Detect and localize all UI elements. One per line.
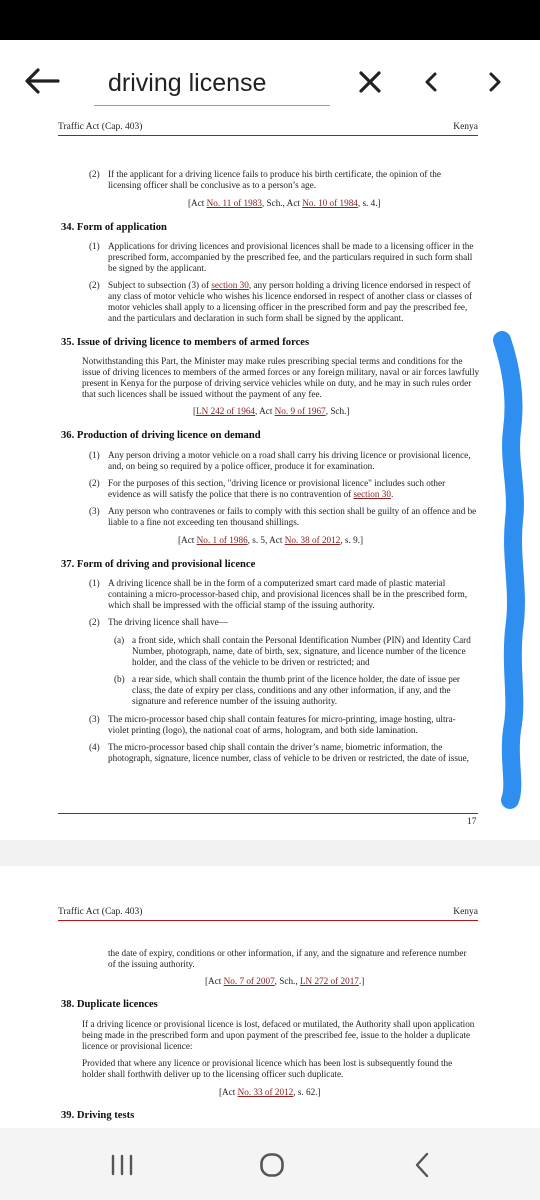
citation: [Act No. 11 of 1983, Sch., Act No. 10 of 1984, s. 4.] (188, 198, 381, 208)
status-bar (0, 0, 540, 40)
running-header (58, 122, 478, 136)
text-line: The driving licence shall have— (108, 617, 228, 627)
citation-link[interactable]: No. 7 of 2007 (223, 976, 275, 986)
text-line: licence or provisional licence: (82, 1041, 193, 1051)
text-line: that such licences shall be issued without the payment of any fee. (82, 389, 322, 399)
text-line: holder, and the class of the vehicle to be driven or restricted; and (132, 657, 370, 667)
text-line: Provided that where any licence or provisional licence which has been lost is subsequently found the (82, 1058, 453, 1068)
back-arrow-icon (24, 66, 60, 96)
text-line: prescribed form, accompanied by the prescribed fee, and the particulars required in such form shall (108, 252, 473, 262)
text-line: Subject to subsection (3) of section 30, any person holding a driving licence endorsed in respect of (108, 280, 471, 290)
page-number: 17 (467, 817, 477, 827)
text-line: Number, photograph, name, date of birth, sex, signature, and licence number of the licence (132, 646, 466, 656)
subsection-number: (1) (89, 578, 100, 588)
document-page-18 (0, 866, 540, 1128)
section-link[interactable]: section 30 (353, 489, 391, 499)
text-line: holder shall forthwith deliver up to the licensing officer such duplicate. (82, 1069, 344, 1079)
citation-link[interactable]: LN 242 of 1964 (196, 406, 256, 416)
text-line: class, the date of expiry per class, conditions and any other information, if any, and the (132, 685, 451, 695)
subsection-number: (2) (89, 478, 100, 488)
subsection-number: (4) (89, 742, 100, 752)
text-line: Any person driving a motor vehicle on a road shall carry his driving licence or provisional licence, (108, 450, 471, 460)
chevron-right-icon (488, 72, 502, 92)
text-line: a rear side, which shall contain the thumb print of the licence holder, the date of issue per (132, 674, 460, 684)
subsection-number: (2) (89, 617, 100, 627)
section-heading: 37. Form of driving and provisional licence (61, 559, 256, 570)
nav-back-icon (414, 1152, 430, 1178)
subsection-number: (3) (89, 714, 100, 724)
citation: [LN 242 of 1964, Act No. 9 of 1967, Sch.] (193, 406, 350, 416)
paragraph-letter: (b) (114, 674, 125, 684)
text-line: be signed by the applicant. (108, 263, 207, 273)
text-line: photograph, signature, licence number, class of vehicle to be driven or restricted, the date of issue, (108, 753, 469, 763)
paragraph-letter: (a) (114, 635, 125, 645)
header-country: Kenya (453, 122, 478, 132)
header-country: Kenya (453, 907, 478, 917)
section-heading: 38. Duplicate licences (61, 999, 158, 1010)
text-line: signature and reference number of the issuing authority. (132, 696, 338, 706)
text-line: motor vehicles shall apply to a licensing officer in the prescribed form and pay the prescribed fee, (108, 302, 468, 312)
subsection-number: (1) (89, 450, 100, 460)
previous-result-button[interactable] (424, 72, 438, 92)
header-title: Traffic Act (Cap. 403) (58, 122, 143, 132)
text-line: A driving licence shall be in the form of a computerized smart card made of plastic material (108, 578, 446, 588)
search-header (0, 40, 540, 122)
system-back-button[interactable] (414, 1152, 430, 1178)
subsection-number: (2) (89, 169, 100, 179)
clear-search-button[interactable] (358, 70, 382, 94)
text-line: liable to a fine not exceeding ten thousand shillings. (108, 517, 300, 527)
document-page-17 (0, 122, 540, 840)
citation-link[interactable]: No. 1 of 1986 (196, 535, 248, 545)
section-heading: 35. Issue of driving licence to members of armed forces (61, 337, 310, 348)
citation-link[interactable]: No. 9 of 1967 (274, 406, 326, 416)
text-line: violet printing (logo), the national coat of arms, hologram, and both side lamination. (108, 725, 418, 735)
text-line: and, on being so required by a police officer, produce it for examination. (108, 461, 375, 471)
text-line: Notwithstanding this Part, the Minister may make rules prescribing special terms and conditions for the (82, 356, 463, 366)
text-line: which shall be impressed with the official stamp of the issuing authority. (108, 600, 375, 610)
citation-link[interactable]: No. 38 of 2012 (284, 535, 341, 545)
citation-link[interactable]: LN 272 of 2017 (299, 976, 359, 986)
chevron-left-icon (424, 72, 438, 92)
citation: [Act No. 33 of 2012, s. 62.] (219, 1087, 321, 1097)
citation-link[interactable]: No. 11 of 1983 (206, 198, 262, 208)
system-navigation-bar (0, 1128, 540, 1200)
text-line: issue of driving licences to members of the armed forces or any foreign military, naval or air forces lawfully (82, 367, 480, 377)
home-icon (259, 1152, 285, 1178)
citation-link[interactable]: No. 33 of 2012 (237, 1087, 294, 1097)
text-line: containing a micro-processor-based chip, and provisional licences shall be in the prescribed form, (108, 589, 468, 599)
section-heading: 36. Production of driving licence on demand (61, 430, 261, 441)
text-line: Any person who contravenes or fails to comply with this section shall be guilty of an offence and be (108, 506, 477, 516)
home-button[interactable] (259, 1152, 285, 1178)
recents-button[interactable] (110, 1154, 134, 1176)
text-line: and the particulars and declaration in such form shall be signed by the applicant. (108, 313, 404, 323)
section-heading: 39. Driving tests (61, 1110, 135, 1121)
header-title: Traffic Act (Cap. 403) (58, 907, 143, 917)
text-line: Applications for driving licences and provisional licences shall be made to a licensing officer in the (108, 241, 474, 251)
text-line: a front side, which shall contain the Personal Identification Number (PIN) and Identity Card (132, 635, 471, 645)
close-icon (358, 70, 382, 94)
text-line: of the issuing authority. (108, 959, 195, 969)
citation: [Act No. 7 of 2007, Sch., LN 272 of 2017.] (205, 976, 365, 986)
next-result-button[interactable] (488, 72, 502, 92)
subsection-number: (2) (89, 280, 100, 290)
subsection-number: (3) (89, 506, 100, 516)
text-line: evidence as will satisfy the police that there is no contravention of section 30. (108, 489, 394, 499)
section-link[interactable]: section 30 (211, 280, 249, 290)
page-gap (0, 840, 540, 866)
citation-link[interactable]: No. 10 of 1984 (302, 198, 358, 208)
text-line: For the purposes of this section, "driving licence or provisional licence" includes such other (108, 478, 446, 488)
footer-rule (58, 813, 478, 814)
back-button[interactable] (24, 66, 60, 96)
section-heading: 34. Form of application (61, 222, 167, 233)
text-line: The micro-processor based chip shall contain features for micro-printing, image hosting, ultra- (108, 714, 456, 724)
text-line: If the applicant for a driving licence fails to produce his birth certificate, the opinion of the (108, 169, 441, 179)
running-header (58, 907, 478, 921)
citation: [Act No. 1 of 1986, s. 5, Act No. 38 of 2012, s. 9.] (178, 535, 364, 545)
text-line: any class of motor vehicle who wishes his licence endorsed in respect of another class or classes of (108, 291, 473, 301)
text-line: If a driving licence or provisional licence is lost, defaced or mutilated, the Authority shall upon application (82, 1019, 475, 1029)
search-input[interactable] (94, 62, 330, 106)
text-line: being made in the prescribed form and upon payment of the prescribed fee, issue to the holder a duplicate (82, 1030, 471, 1040)
subsection-number: (1) (89, 241, 100, 251)
text-line: The micro-processor based chip shall contain the driver’s name, biometric information, the (108, 742, 443, 752)
text-line: present in Kenya for the purpose of driving service vehicles while on duty, and he may in such rules order (82, 378, 472, 388)
text-line: the date of expiry, conditions or other information, if any, and the signature and reference number (108, 948, 467, 958)
recents-icon (110, 1154, 134, 1176)
text-line: licensing officer shall be conclusive as to a person’s age. (108, 180, 317, 190)
